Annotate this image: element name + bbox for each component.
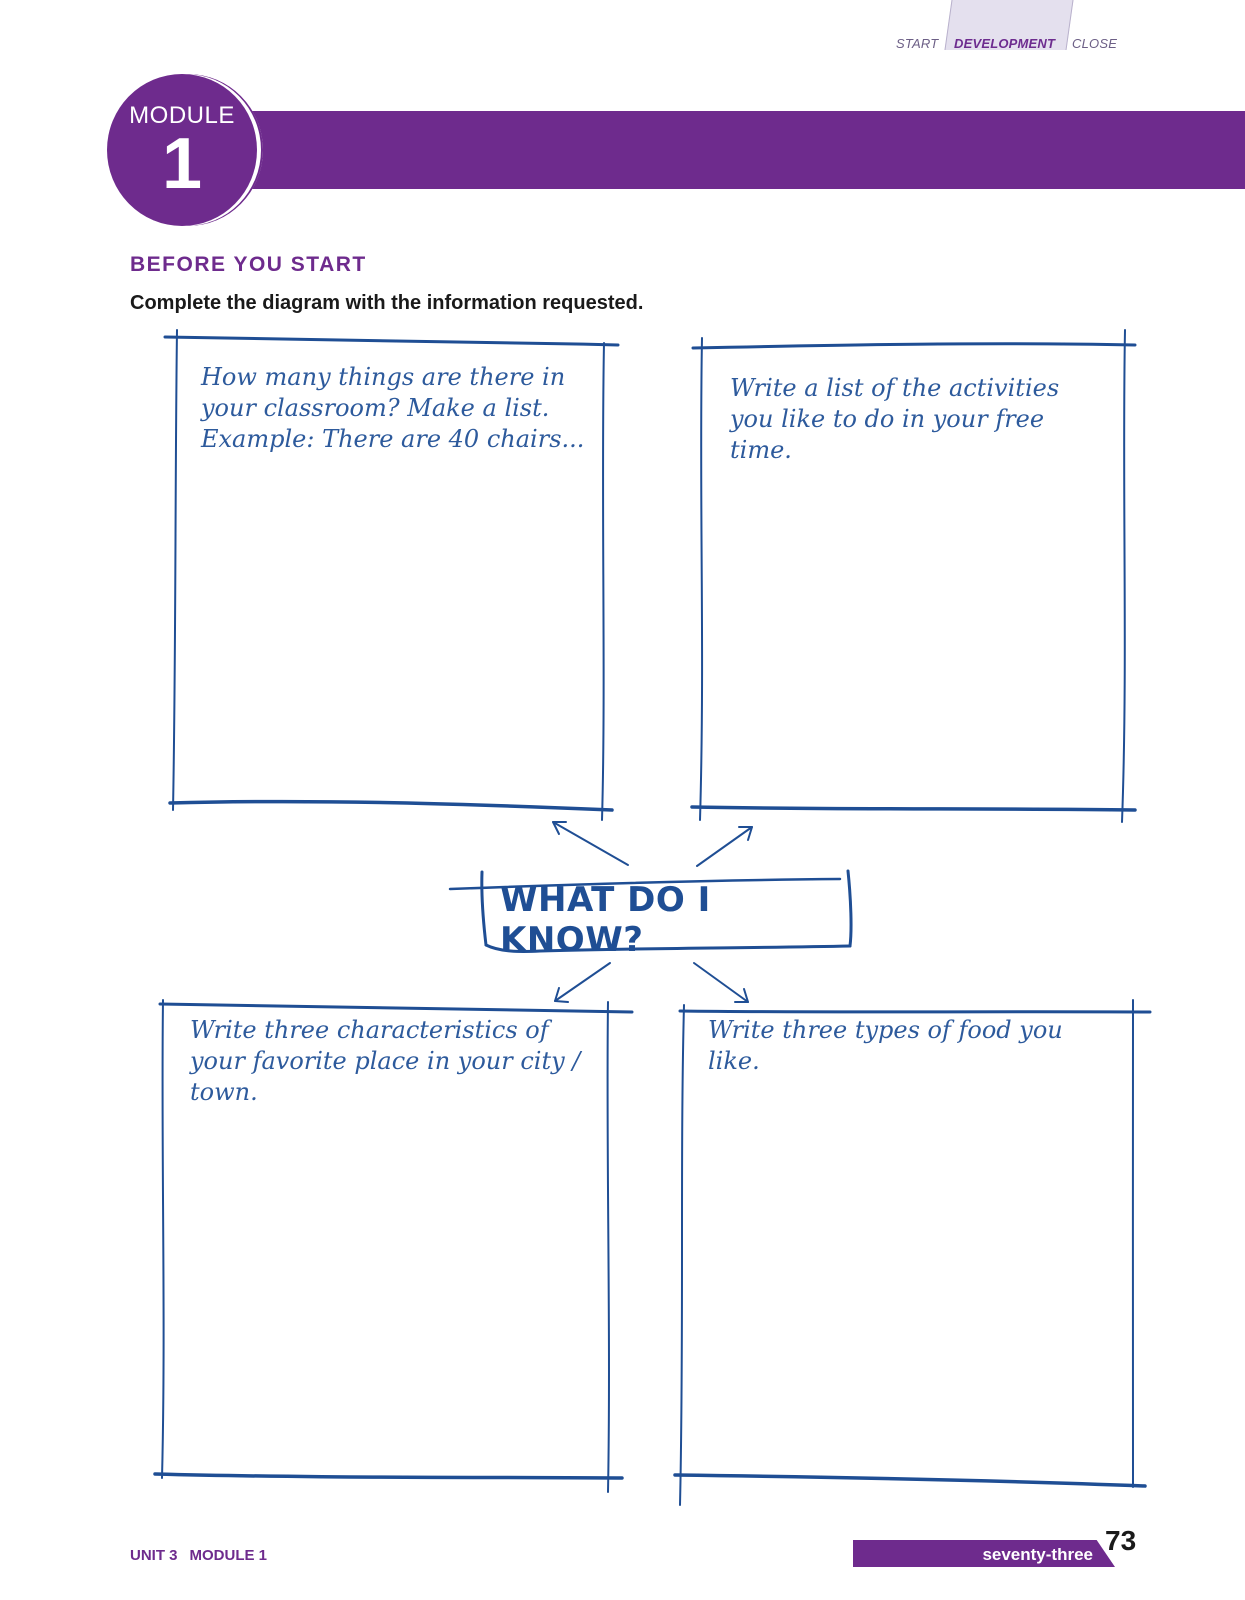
- arrow-top-left: [553, 822, 628, 865]
- center-title: WHAT DO I KNOW?: [500, 880, 711, 960]
- section-title: BEFORE YOU START: [130, 253, 367, 276]
- nav-start: START: [896, 36, 939, 51]
- arrow-bottom-left: [555, 963, 610, 1001]
- page-number-word: seventy-three: [982, 1545, 1093, 1564]
- instruction: Complete the diagram with the information requested.: [130, 292, 644, 314]
- prompt-bottom-left: Write three characteristics of your favorite place in your city / town.: [190, 1016, 581, 1106]
- prompt-top-left: How many things are there in your classroom? Make a list. Example: There are 40 chairs...: [201, 363, 585, 453]
- module-number: 1: [161, 124, 203, 204]
- prompt-bottom-right: Write three types of food you like.: [708, 1016, 1063, 1075]
- nav-development: DEVELOPMENT: [954, 36, 1056, 51]
- footer-module: MODULE 1: [189, 1547, 268, 1564]
- arrow-bottom-right: [694, 963, 748, 1002]
- prompt-top-right: Write a list of the activities you like to do in your free time.: [730, 374, 1060, 464]
- footer-unit: UNIT 3: [130, 1547, 178, 1564]
- module-label: MODULE: [129, 102, 235, 129]
- arrow-top-right: [697, 827, 752, 866]
- page-number: 73: [1105, 1525, 1137, 1556]
- nav-close: CLOSE: [1072, 36, 1118, 51]
- footer-unit-module: [130, 1547, 279, 1564]
